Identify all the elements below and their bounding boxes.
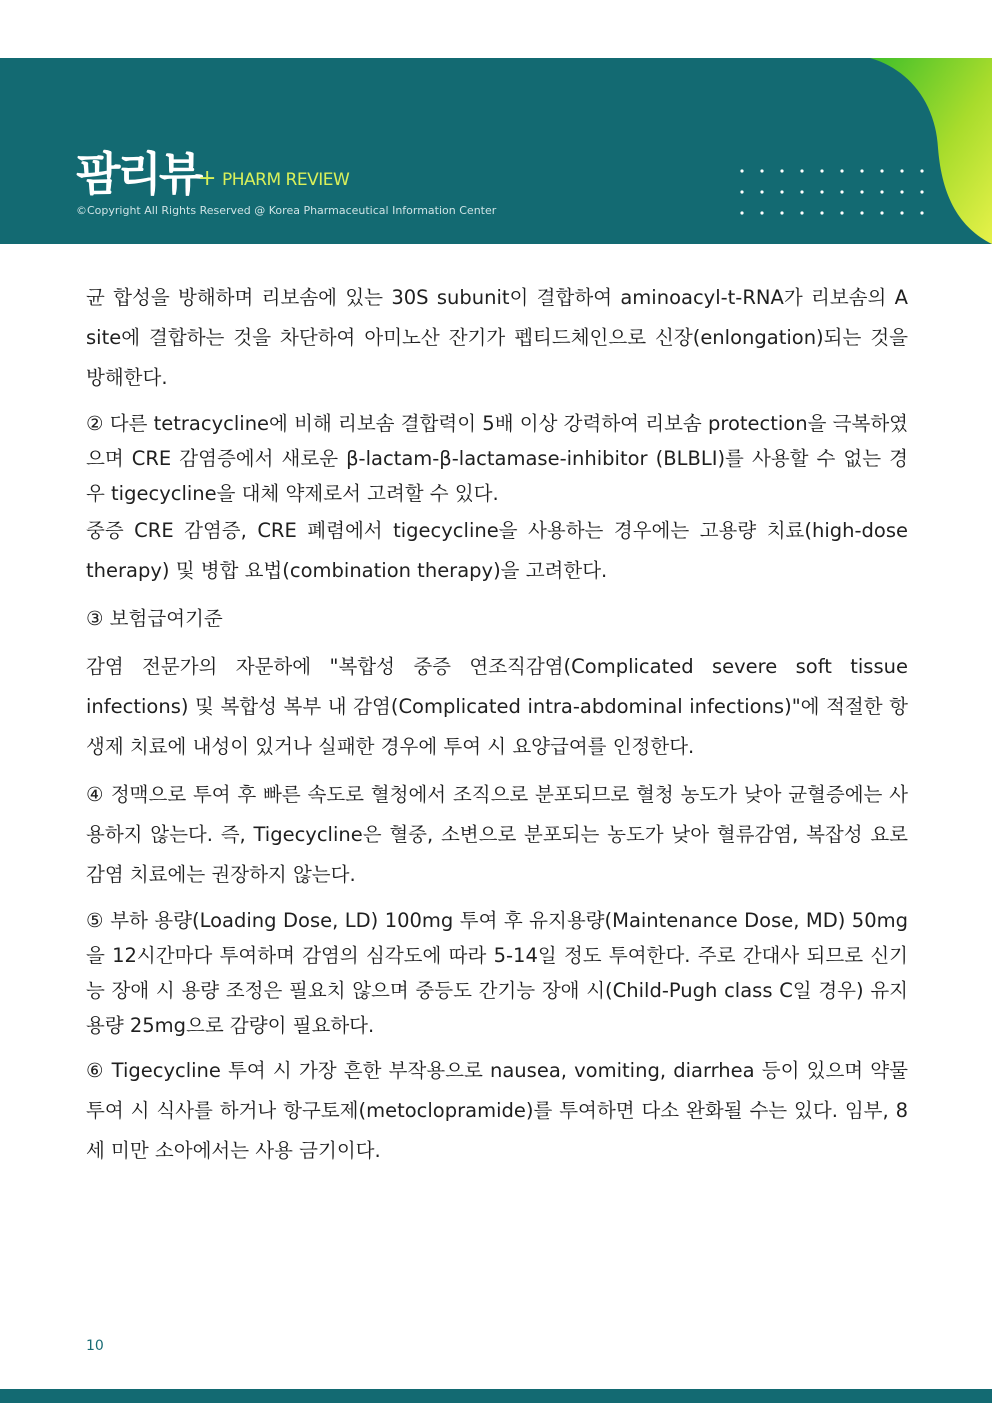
paragraph-item-5: ⑤ 부하 용량(Loading Dose, LD) 100mg 투여 후 유지용량(Maintenance Dose, MD) 50mg을 12시간마다 투여하며 감염의 심각도에 따라 5-14일 정도 투여한다. 주로 간대사 되므로 신기능 장애 시 용량 조정은 필요치 않으며 중등도 간기능 장애 시(Child-Pugh class C일 경우) 유지용량 25mg으로 감량이 필요하다. — [86, 909, 908, 1037]
header-curve — [0, 0, 992, 60]
paragraph-item-3-heading: ③ 보험급여기준 — [86, 607, 223, 630]
paragraph-item-6: ⑥ Tigecycline 투여 시 가장 흔한 부작용으로 nausea, vomiting, diarrhea 등이 있으며 약물 투여 시 식사를 하거나 항구토제(metoclopramide)를 투여하면 다소 완화될 수는 있다. 임부, 8세 미만 소아에서는 사용 금기이다. — [86, 1059, 908, 1162]
brand-title: 팜리뷰 — [76, 147, 201, 201]
header-banner — [0, 58, 992, 244]
paragraph-mechanism: 균 합성을 방해하며 리보솜에 있는 30S subunit이 결합하여 aminoacyl-t-RNA가 리보솜의 A site에 결합하는 것을 차단하여 아미노산 잔기가 펩티드체인으로 신장(enlongation)되는 것을 방해한다. — [86, 286, 908, 389]
paragraph-insurance-criteria: 감염 전문가의 자문하에 "복합성 중증 연조직감염(Complicated severe soft tissue infections) 및 복합성 복부 내 감염(Complicated intra-abdominal infections)"에 적절한 항생제 치료에 내성이 있거나 실패한 경우에 투여 시 요양급여를 인정한다. — [86, 655, 908, 758]
article-body — [86, 278, 908, 1179]
paragraph-item-2: ② 다른 tetracycline에 비해 리보솜 결합력이 5배 이상 강력하여 리보솜 protection을 극복하였으며 CRE 감염증에서 새로운 β-lactam-β-lactamase-inhibitor (BLBLI)를 사용할 수 없는 경우 tigecycline을 대체 약제로서 고려할 수 있다. — [86, 412, 908, 505]
paragraph-item-4: ④ 정맥으로 투여 후 빠른 속도로 혈청에서 조직으로 분포되므로 혈청 농도가 낮아 균혈증에는 사용하지 않는다. 즉, Tigecycline은 혈중, 소변으로 분포되는 농도가 낮아 혈류감염, 복잡성 요로감염 치료에는 권장하지 않는다. — [86, 783, 908, 886]
paragraph-cre-therapy: 중증 CRE 감염증, CRE 폐렴에서 tigecycline을 사용하는 경우에는 고용량 치료(high-dose therapy) 및 병합 요법(combination therapy)을 고려한다. — [86, 519, 908, 582]
brand-plus: + — [198, 166, 217, 191]
copyright-notice: ©Copyright All Rights Reserved @ Korea Pharmaceutical Information Center — [76, 204, 497, 217]
page-number: 10 — [86, 1338, 104, 1354]
brand-subtitle: PHARM REVIEW — [222, 170, 350, 190]
footer-bar — [0, 1389, 992, 1403]
